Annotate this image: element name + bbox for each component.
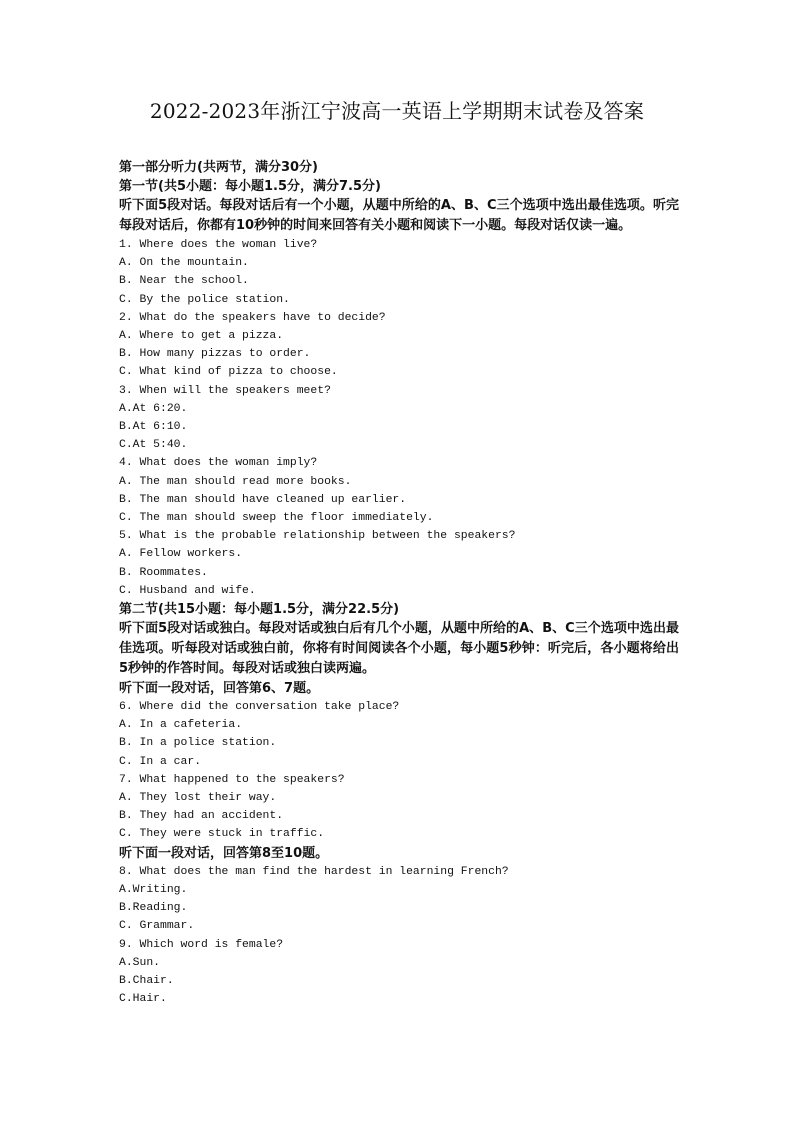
section1-instructions: 听下面5段对话。每段对话后有一个小题，从题中所给的A、B、C三个选项中选出最佳选项。听完每段对话后，你都有10秒钟的时间来回答有关小题和阅读下一小题。每段对话仅读一遍。: [119, 198, 679, 233]
question-1-option-b: B. Near the school.: [119, 275, 249, 288]
question-5-option-a: A. Fellow workers.: [119, 548, 243, 561]
question-6-option-a: A. In a cafeteria.: [119, 719, 243, 732]
section1-questions: [119, 236, 679, 600]
section1-heading: 第一节(共5小题：每小题1.5分，满分7.5分): [119, 179, 381, 194]
question-4-option-c: C. The man should sweep the floor immediately.: [119, 512, 434, 525]
question-3: 3. When will the speakers meet?: [119, 384, 331, 397]
question-5-option-c: C. Husband and wife.: [119, 584, 256, 597]
question-7-option-a: A. They lost their way.: [119, 792, 277, 805]
question-4-option-a: A. The man should read more books.: [119, 475, 352, 488]
question-6-option-b: B. In a police station.: [119, 737, 277, 750]
part1-heading: 第一部分听力(共两节，满分30分): [119, 160, 318, 175]
question-2-option-c: C. What kind of pizza to choose.: [119, 366, 338, 379]
question-2-option-b: B. How many pizzas to order.: [119, 348, 311, 361]
question-4: 4. What does the woman imply?: [119, 457, 318, 470]
question-1-option-c: C. By the police station.: [119, 293, 290, 306]
question-8-option-c: C. Grammar.: [119, 920, 195, 933]
section2-instructions: 听下面5段对话或独白。每段对话或独白后有几个小题，从题中所给的A、B、C三个选项中选出最佳选项。听每段对话或独白前，你将有时间阅读各个小题，每小题5秒钟：听完后，各小题将给出5秒钟的作答时间。每段对话或独白读两遍。: [119, 621, 679, 677]
question-7-option-c: C. They were stuck in traffic.: [119, 828, 325, 841]
question-9-option-b: B.Chair.: [119, 974, 174, 987]
section2-heading: 第二节(共15小题：每小题1.5分，满分22.5分): [119, 602, 400, 618]
question-5: 5. What is the probable relationship between the speakers?: [119, 530, 516, 543]
question-2: 2. What do the speakers have to decide?: [119, 311, 386, 324]
question-8-option-a: A.Writing.: [119, 883, 188, 896]
group1-intro: 听下面一段对话，回答第6、7题。: [119, 681, 320, 697]
question-2-option-a: A. Where to get a pizza.: [119, 330, 284, 343]
question-4-option-b: B. The man should have cleaned up earlier.: [119, 493, 407, 506]
question-5-option-b: B. Roommates.: [119, 566, 208, 579]
question-1: 1. Where does the woman live?: [119, 239, 318, 251]
question-9: 9. Which word is female?: [119, 938, 284, 951]
question-3-option-a: A.At 6:20.: [119, 402, 188, 415]
question-6-option-c: C. In a car.: [119, 755, 202, 768]
group2-questions: [119, 863, 679, 1009]
question-9-option-a: A.Sun.: [119, 956, 161, 969]
question-7-option-b: B. They had an accident.: [119, 810, 284, 823]
question-6: 6. Where did the conversation take place?: [119, 701, 400, 714]
group1-questions: [119, 698, 679, 844]
question-3-option-c: C.At 5:40.: [119, 439, 188, 452]
question-3-option-b: B.At 6:10.: [119, 421, 188, 434]
question-9-option-c: C.Hair.: [119, 993, 167, 1006]
group2-intro: 听下面一段对话，回答第8至10题。: [119, 845, 329, 861]
document-title: 2022-2023年浙江宁波高一英语上学期期末试卷及答案: [149, 99, 645, 123]
question-8-option-b: B.Reading.: [119, 902, 188, 915]
question-7: 7. What happened to the speakers?: [119, 773, 345, 786]
question-1-option-a: A. On the mountain.: [119, 257, 249, 270]
question-8: 8. What does the man find the hardest in learning French?: [119, 865, 509, 878]
listening-part: [119, 158, 679, 1008]
